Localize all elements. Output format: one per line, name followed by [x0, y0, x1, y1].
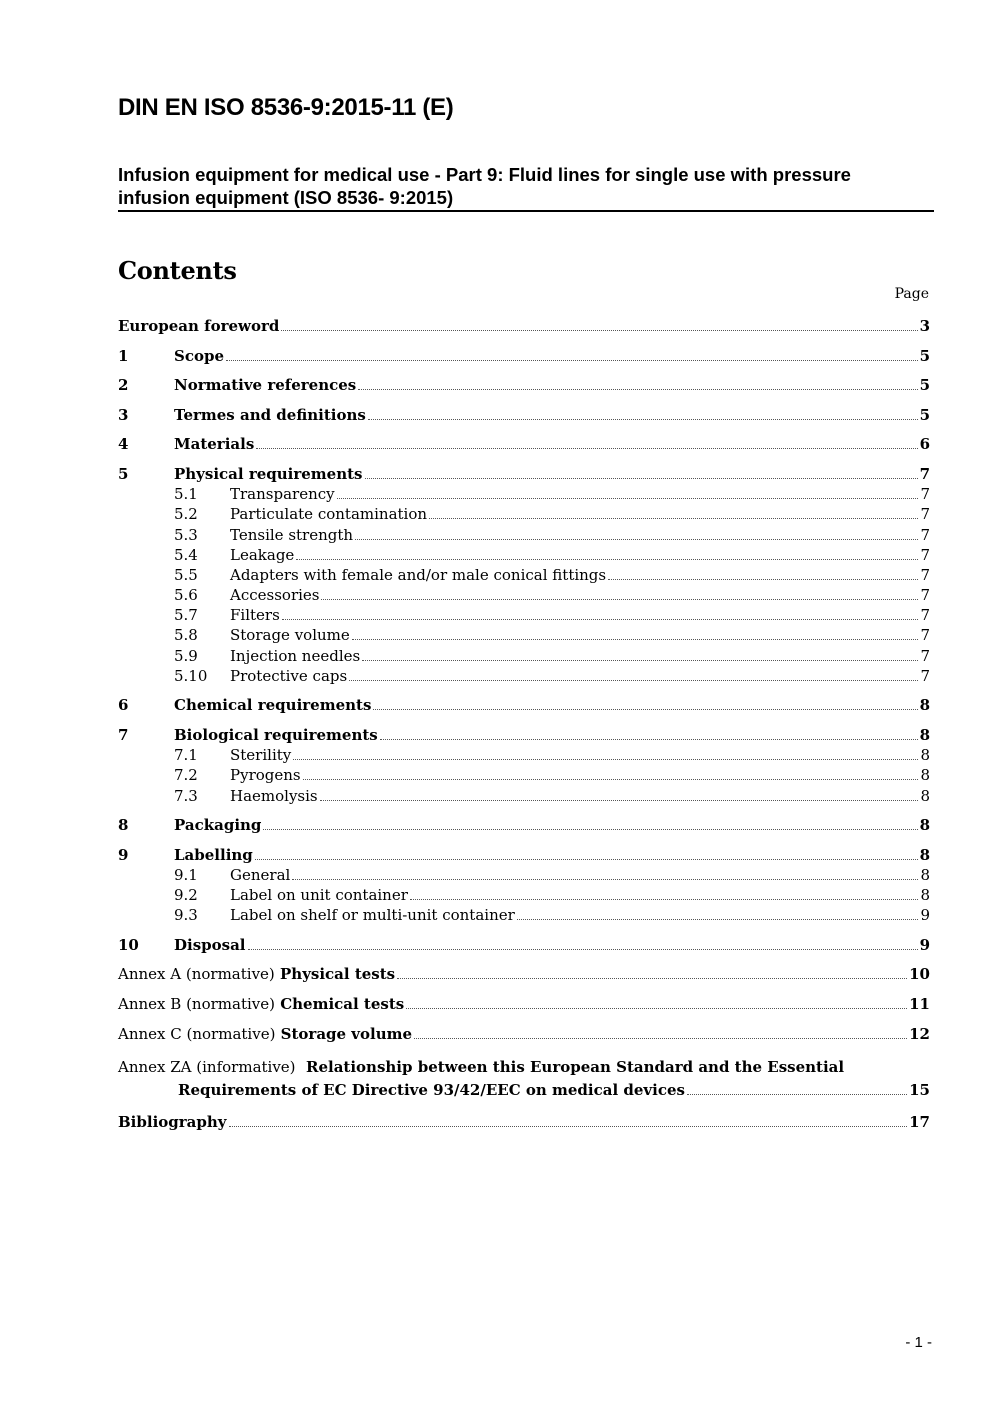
- toc-entry-page: 7: [920, 546, 930, 564]
- toc-dot-leader: [352, 639, 919, 640]
- toc-entry[interactable]: [118, 935, 930, 955]
- page-column-label: Page: [894, 286, 929, 302]
- toc-entry-page: 12: [909, 1025, 930, 1043]
- toc-dot-leader: [380, 739, 918, 740]
- toc-entry[interactable]: [118, 405, 930, 425]
- toc-dot-leader: [255, 859, 918, 860]
- toc-entry-label: Storage volume: [230, 626, 350, 644]
- toc-entry-label: Transparency: [230, 485, 335, 503]
- toc-dot-leader: [365, 478, 918, 479]
- toc-entry-page: 7: [919, 465, 930, 483]
- toc-dot-leader: [226, 360, 918, 361]
- toc-entry[interactable]: [118, 865, 930, 885]
- toc-entry[interactable]: [118, 695, 930, 715]
- toc-entry[interactable]: [118, 434, 930, 454]
- toc-dot-leader: [608, 579, 918, 580]
- toc-dot-leader: [414, 1038, 907, 1039]
- toc-entry-label: Chemical requirements: [174, 696, 372, 714]
- toc-dot-leader: [293, 759, 918, 760]
- toc-dot-leader: [282, 619, 919, 620]
- toc-entry-label: Scope: [174, 347, 225, 365]
- toc-entry-number: 8: [118, 816, 129, 834]
- toc-entry[interactable]: [118, 786, 930, 806]
- toc-entry-page: 9: [920, 906, 930, 924]
- toc-dot-leader: [296, 559, 918, 560]
- toc-entry-label: Normative references: [174, 376, 357, 394]
- toc-entry-label: Adapters with female and/or male conical fittings: [230, 566, 607, 584]
- toc-dot-leader: [320, 800, 919, 801]
- toc-entry-page: 11: [909, 995, 930, 1013]
- toc-entry[interactable]: [118, 666, 930, 686]
- toc-entry-number: 7.3: [174, 787, 198, 805]
- toc-entry-page: 7: [920, 586, 930, 604]
- toc-entry[interactable]: [118, 565, 930, 585]
- toc-entry-page: 3: [919, 317, 930, 335]
- toc-entry-number: 5.4: [174, 546, 198, 564]
- toc-dot-leader: [292, 879, 918, 880]
- toc-annex-entry[interactable]: [118, 1024, 930, 1044]
- toc-entry-number: 9.1: [174, 866, 198, 884]
- annex-title: Physical tests: [274, 965, 396, 983]
- contents-heading: Contents: [118, 256, 237, 285]
- toc-entry[interactable]: [118, 375, 930, 395]
- toc-dot-leader: [229, 1126, 908, 1127]
- toc-dot-leader: [281, 330, 917, 331]
- toc-entry[interactable]: [118, 646, 930, 666]
- toc-entry-page: 8: [919, 816, 930, 834]
- toc-entry-label: Sterility: [230, 746, 292, 764]
- toc-dot-leader: [687, 1094, 907, 1095]
- toc-annex-entry[interactable]: [118, 994, 930, 1014]
- toc-entry-number: 5.3: [174, 526, 198, 544]
- toc-entry[interactable]: [118, 905, 930, 925]
- toc-entry-number: 2: [118, 376, 129, 394]
- toc-dot-leader: [355, 539, 918, 540]
- toc-entry-number: 9: [118, 846, 129, 864]
- toc-dot-leader: [263, 829, 917, 830]
- toc-entry-label: Materials: [174, 435, 255, 453]
- toc-entry-label: Physical requirements: [174, 465, 363, 483]
- toc-entry[interactable]: [118, 725, 930, 745]
- toc-bibliography-entry[interactable]: [118, 1112, 930, 1132]
- toc-entry-page: 7: [920, 526, 930, 544]
- toc-entry-page: 8: [920, 766, 930, 784]
- toc-entry-number: 5.7: [174, 606, 198, 624]
- toc-entry-label: European foreword: [118, 317, 280, 335]
- toc-entry-number: 5.8: [174, 626, 198, 644]
- page-number-footer: - 1 -: [905, 1334, 932, 1351]
- toc-entry-number: 4: [118, 435, 129, 453]
- toc-dot-leader: [410, 899, 919, 900]
- annex-prefix: Annex C: [118, 1025, 187, 1043]
- toc-entry-label: Disposal: [174, 936, 246, 954]
- toc-entry-page: 8: [920, 746, 930, 764]
- toc-entry-label: Labelling: [174, 846, 253, 864]
- toc-entry-page: 15: [909, 1081, 930, 1099]
- toc-entry[interactable]: [118, 504, 930, 524]
- annex-type: (normative): [185, 965, 275, 983]
- toc-entry[interactable]: [118, 605, 930, 625]
- toc-entry[interactable]: [118, 484, 930, 504]
- toc-dot-leader: [517, 919, 919, 920]
- toc-entry-label: General: [230, 866, 291, 884]
- toc-dot-leader: [358, 389, 917, 390]
- toc-entry[interactable]: [118, 815, 930, 835]
- toc-entry-page: 7: [920, 566, 930, 584]
- toc-entry-label: Label on shelf or multi-unit container: [230, 906, 515, 924]
- toc-entry-page: 7: [920, 505, 930, 523]
- toc-entry-label: Leakage: [230, 546, 295, 564]
- toc-dot-leader: [406, 1008, 907, 1009]
- toc-entry[interactable]: [118, 765, 930, 785]
- toc-dot-leader: [373, 709, 917, 710]
- annex-type: (normative): [186, 995, 275, 1013]
- toc-dot-leader: [362, 660, 918, 661]
- annex-title: Chemical tests: [274, 995, 405, 1013]
- toc-entry-label: Termes and definitions: [174, 406, 366, 424]
- toc-entry-page: 17: [909, 1113, 930, 1131]
- toc-dot-leader: [349, 680, 918, 681]
- toc-entry-page: 10: [909, 965, 930, 983]
- toc-entry-label: Filters: [230, 606, 280, 624]
- toc-entry-number: 5.5: [174, 566, 198, 584]
- toc-entry-label: Packaging: [174, 816, 262, 834]
- toc-entry-page: 8: [919, 726, 930, 744]
- annex-title-line2: Requirements of EC Directive 93/42/EEC on medical devices: [178, 1081, 685, 1099]
- toc-annex-za-entry[interactable]: [118, 1057, 930, 1077]
- toc-entry-number: 5.1: [174, 485, 198, 503]
- toc-entry-number: 5.9: [174, 647, 198, 665]
- toc-entry-number: 7.1: [174, 746, 198, 764]
- toc-entry[interactable]: [118, 845, 930, 865]
- toc-entry-page: 8: [919, 846, 930, 864]
- annex-type: (normative): [186, 1025, 276, 1043]
- toc-dot-leader: [321, 599, 918, 600]
- toc-entry-page: 7: [920, 667, 930, 685]
- toc-entry-label: Biological requirements: [174, 726, 378, 744]
- toc-dot-leader: [337, 498, 919, 499]
- toc-entry-number: 1: [118, 347, 129, 365]
- toc-entry-number: 3: [118, 406, 129, 424]
- toc-entry-number: 9.2: [174, 886, 198, 904]
- document-subtitle: Infusion equipment for medical use - Part 9: Fluid lines for single use with pressure infusion equipment (ISO 8536- 9:2015): [118, 164, 851, 208]
- toc-annex-entry[interactable]: [118, 964, 930, 984]
- toc-dot-leader: [429, 518, 918, 519]
- toc-entry-number: 9.3: [174, 906, 198, 924]
- toc-entry-number: 5.10: [174, 667, 208, 685]
- toc-entry-label: Haemolysis: [230, 787, 318, 805]
- toc-entry-number: 5: [118, 465, 129, 483]
- toc-entry[interactable]: [118, 464, 930, 484]
- toc-dot-leader: [303, 779, 919, 780]
- toc-entry-page: 7: [920, 606, 930, 624]
- toc-entry-page: 5: [919, 347, 930, 365]
- toc-entry[interactable]: [118, 545, 930, 565]
- toc-entry[interactable]: [118, 625, 930, 645]
- toc-entry[interactable]: [118, 346, 930, 366]
- toc-entry-label: Accessories: [230, 586, 320, 604]
- toc-entry-label: Tensile strength: [230, 526, 354, 544]
- toc-entry-label: Label on unit container: [230, 886, 408, 904]
- toc-entry-page: 7: [920, 485, 930, 503]
- toc-entry[interactable]: [118, 525, 930, 545]
- toc-entry-number: 7: [118, 726, 129, 744]
- toc-entry[interactable]: [118, 316, 930, 336]
- toc-dot-leader: [256, 448, 917, 449]
- toc-dot-leader: [397, 978, 907, 979]
- toc-entry-label: Bibliography: [118, 1113, 227, 1131]
- annex-prefix: Annex ZA: [118, 1058, 197, 1076]
- toc-entry-page: 8: [920, 866, 930, 884]
- toc-entry-page: 5: [919, 406, 930, 424]
- annex-type: (informative): [196, 1058, 296, 1076]
- toc-entry-page: 9: [919, 936, 930, 954]
- annex-prefix: Annex B: [118, 995, 187, 1013]
- toc-entry-page: 6: [919, 435, 930, 453]
- toc-entry-page: 8: [920, 886, 930, 904]
- toc-dot-leader: [368, 419, 918, 420]
- toc-entry-label: Pyrogens: [230, 766, 301, 784]
- toc-entry-label: Injection needles: [230, 647, 361, 665]
- toc-entry-number: 7.2: [174, 766, 198, 784]
- annex-title-line1: Relationship between this European Standard and the Essential: [295, 1058, 845, 1076]
- toc-entry-label: Particulate contamination: [230, 505, 428, 523]
- toc-entry[interactable]: [118, 585, 930, 605]
- toc-entry[interactable]: [118, 885, 930, 905]
- document-title: DIN EN ISO 8536-9:2015-11 (E): [118, 94, 454, 121]
- toc-entry-label: Protective caps: [230, 667, 348, 685]
- toc-entry-page: 5: [919, 376, 930, 394]
- toc-entry-number: 6: [118, 696, 129, 714]
- toc-entry-number: 5.2: [174, 505, 198, 523]
- toc-entry-page: 7: [920, 647, 930, 665]
- toc-entry[interactable]: [118, 745, 930, 765]
- annex-title: Storage volume: [275, 1025, 413, 1043]
- toc-dot-leader: [248, 949, 918, 950]
- toc-entry-page: 8: [920, 787, 930, 805]
- toc-entry-number: 5.6: [174, 586, 198, 604]
- toc-entry-page: 8: [919, 696, 930, 714]
- toc-annex-za-entry-continuation[interactable]: [178, 1080, 930, 1100]
- annex-prefix: Annex A: [118, 965, 186, 983]
- toc-entry-page: 7: [920, 626, 930, 644]
- toc-entry-number: 10: [118, 936, 139, 954]
